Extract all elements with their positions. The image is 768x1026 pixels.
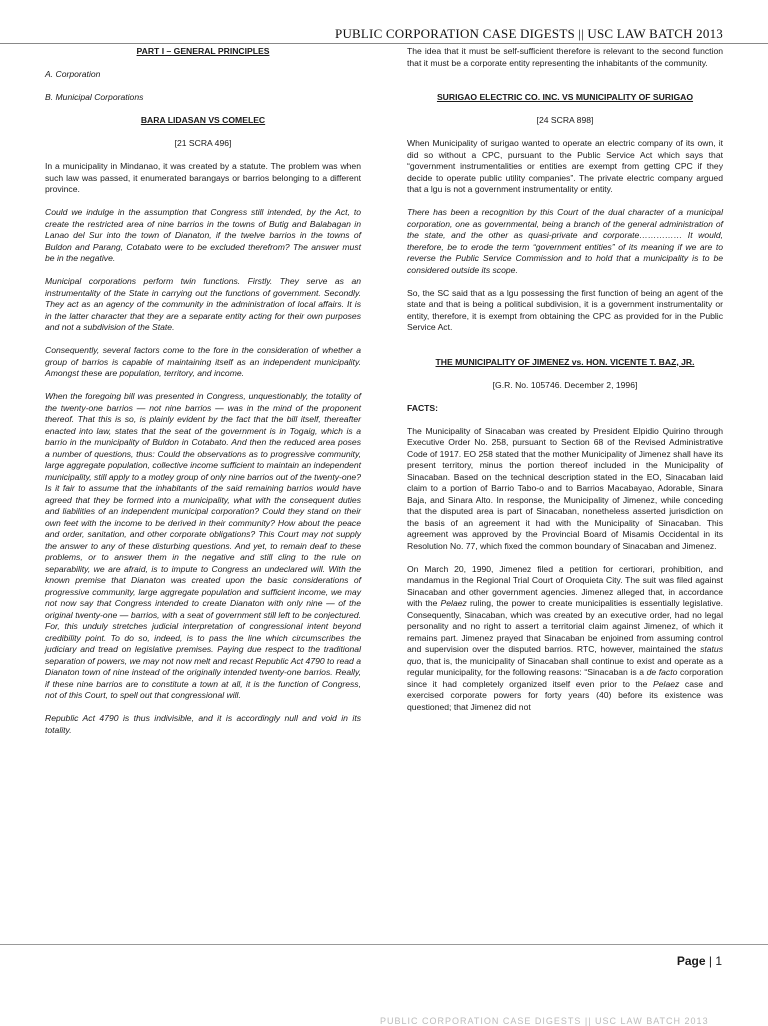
paragraph: So, the SC said that as a lgu possessing the first function of being an agent of the state and that is being a political subdivision, it is a government instrumentality or entity, therefore, it is exempt from obtaining the CPC as provided for in the Public Service Act. <box>407 287 723 332</box>
text-run-italic: status quo <box>407 644 723 666</box>
paragraph-quote: Could we indulge in the assumption that Congress still intended, by the Act, to create the restricted area of nine barrios in the towns of Butig and Balabagan in Lanao del Sur into the town of Dianaton, if the twelve barrios in the towns of Buldon and Parang, Cotabato were to be excluded therefrom? The answer must be in the negative. <box>45 207 361 263</box>
next-page-header-fragment: PUBLIC CORPORATION CASE DIGESTS || USC LAW BATCH 2013 <box>380 1016 709 1026</box>
page-number-value: 1 <box>715 954 722 968</box>
right-column <box>407 46 723 725</box>
paragraph: The Municipality of Sinacaban was created by President Elpidio Quirino through Executive Order No. 258, pursuant to Section 68 of the Revised Administrative Code of 1917. EO 258 stated that the mother Municipality of Jimenez shall have its present territory, minus the portion thereof included in the Municipality of Sinacaban. Based on the technical description stated in the EO, Sinacaban laid claim to a portion of Barrio Tabo-o and to Barrios Macabayao, Adorable, Sinara Baja, and Sinara Alto. In response, the Municipality of Jimenez, while conceding that the disputed area is part of Sinacaban, nonetheless asserted jurisdiction on the basis of an agreement it had with the Municipality of Sinacaban. This agreement was approved by the Provincial Board of Misamis Occidental in its Resolution No. 77, which fixed the common boundary of Sinacaban and Jimenez. <box>407 425 723 551</box>
paragraph: The idea that it must be self-sufficient therefore is relevant to the second function that it must be a corporate entity representing the inhabitants of the community. <box>407 46 723 68</box>
paragraph: When Municipality of surigao wanted to operate an electric company of its own, it did so without a CPC, pursuant to the Public Service Act which says that “government instrumentalities or entities are exempt from getting CPC if they decide to operate public utility companies”. The private electric company argued that a lgu is not a government instrumentality or entity. <box>407 138 723 194</box>
footer-divider <box>0 944 768 945</box>
case-citation-jimenez: [G.R. No. 105746. December 2, 1996] <box>492 379 638 390</box>
text-run: , that is, the municipality of Sinacaban shall continue to exist and operate as a regular municipality, for the following reasons: “Sinacaban is a <box>407 655 723 677</box>
paragraph-quote: Consequently, several factors come to the fore in the consideration of whether a group of barrios is capable of maintaining itself as an independent municipality. Amongst these are population, territory, and income. <box>45 345 361 378</box>
text-run-italic: Pelaez <box>440 598 467 608</box>
outline-item-b: B. Municipal Corporations <box>45 92 144 102</box>
case-title-lidasan: BARA LIDASAN VS COMELEC <box>140 115 266 125</box>
part-title: PART I – GENERAL PRINCIPLES <box>136 46 270 56</box>
text-run: ruling, the power to create municipalities is essentially legislative. Consequently, Sinacaban, which was created by an executive order, had no legal personality and no right to assert a territorial claim against Jimenez, of which it remains part. Jimenez prayed that Sinacaban be enjoined from assuming control and supervision over the disputed barrios. RTC, however, maintained the <box>407 598 723 654</box>
paragraph-mixed <box>407 564 723 714</box>
page-number <box>677 954 722 968</box>
page-label: Page <box>676 954 706 968</box>
paragraph-quote: Republic Act 4790 is thus indivisible, and it is accordingly null and void in its totality. <box>45 713 361 735</box>
case-title-jimenez: THE MUNICIPALITY OF JIMENEZ vs. HON. VICENTE T. BAZ, JR. <box>435 356 695 367</box>
paragraph: In a municipality in Mindanao, it was created by a statute. The problem was when such law was passed, it enumerated barangays or barrios belonging to a different province. <box>45 161 361 194</box>
text-run-italic: Pelaez <box>653 678 680 689</box>
page-separator: | <box>705 954 716 968</box>
outline-item-a: A. Corporation <box>45 69 101 79</box>
text-run: corporation since it had completely organized itself even prior to the <box>407 667 723 689</box>
running-header: PUBLIC CORPORATION CASE DIGESTS || USC LAW BATCH 2013 <box>335 26 723 41</box>
paragraph-quote: When the foregoing bill was presented in Congress, unquestionably, the totality of the twenty-one barrios — not nine barrios — was in the mind of the proponent thereof. That this is so, is plainly evident by the fact that the bill itself, thereafter enacted into law, states that the seat of the government is in Togaig, which is a barrio in the municipality of Buldon in Cotabato. And then the reduced area poses a number of questions, thus: Could the observations as to progressive community, large aggregate population, collective income sufficient to maintain an independent municipality, still apply to a motley group of only nine barrios out of the twenty-one? Is it fair to assume that the inhabitants of the said remaining barrios would have agreed that they be formed into a municipality, what with the consequent duties and liabilities of an independent municipal corporation? Could they stand on their own feet with the income to be derived in their community? How about the peace and order, sanitation, and other corporate obligations? This Court may not supply the answer to any of these disturbing questions. And yet, to remain deaf to these problems, or to answer them in the negative and still cling to the rule on separability, we are afraid, is to impute to Congress an undeclared will. With the known premise that Dianaton was created upon the basic considerations of progressive community, large aggregate population and sufficient income, we may not now say that Congress intended to create Dianaton with only nine — of the original twenty-one — barrios, with a seat of government still left to be conjectured. For, this unduly stretches judicial interpretation of congressional intent beyond credibility point. To do so, indeed, is to pass the line which circumscribes the judiciary and tread on legislative premises. Paying due respect to the traditional separation of powers, we may not now melt and recast Republic Act 4790 to read a Dianaton town of nine instead of the originally intended twenty-one barrios. Really, if these nine barrios are to constitute a town at all, it is the function of Congress, not of this Court, to spell out that congressional will. <box>45 391 361 700</box>
paragraph-quote: Municipal corporations perform twin functions. Firstly. They serve as an instrumentality of the State in carrying out the functions of government. Secondly. They act as an agency of the community in the administration of local affairs. It is in the latter character that they are a separate entity acting for their own purposes and not a subdivision of the State. <box>45 276 361 332</box>
text-run-italic: de facto <box>646 667 678 677</box>
case-title-surigao: SURIGAO ELECTRIC CO. INC. VS MUNICIPALITY OF SURIGAO <box>436 92 694 102</box>
case-citation-lidasan: [21 SCRA 496] <box>174 138 232 148</box>
header-divider <box>0 43 768 44</box>
text-run: On March 20, 1990, Jimenez filed a petition for certiorari, prohibition, and mandamus in the Regional Trial Court of Oroquieta City. The suit was filed against Sinacaban and other government agencies. Jimenez alleged that, in accordance with the <box>407 563 723 608</box>
text-run: case and exercised corporate powers for forty years (40) before its existence was questioned; that Jimenez did not <box>407 678 723 712</box>
paragraph-quote: There has been a recognition by this Court of the dual character of a municipal corporation, one as governmental, being a branch of the general administration of the state, and the other as quasi-private and corporate…………… It would, therefore, be to erode the term “government entities” of its meaning if we are to reverse the Public Service Commission and to hold that a municipality is to be considered outside its scope. <box>407 207 723 275</box>
facts-heading: FACTS: <box>407 402 439 413</box>
case-citation-surigao: [24 SCRA 898] <box>536 115 594 125</box>
left-column <box>45 46 361 748</box>
